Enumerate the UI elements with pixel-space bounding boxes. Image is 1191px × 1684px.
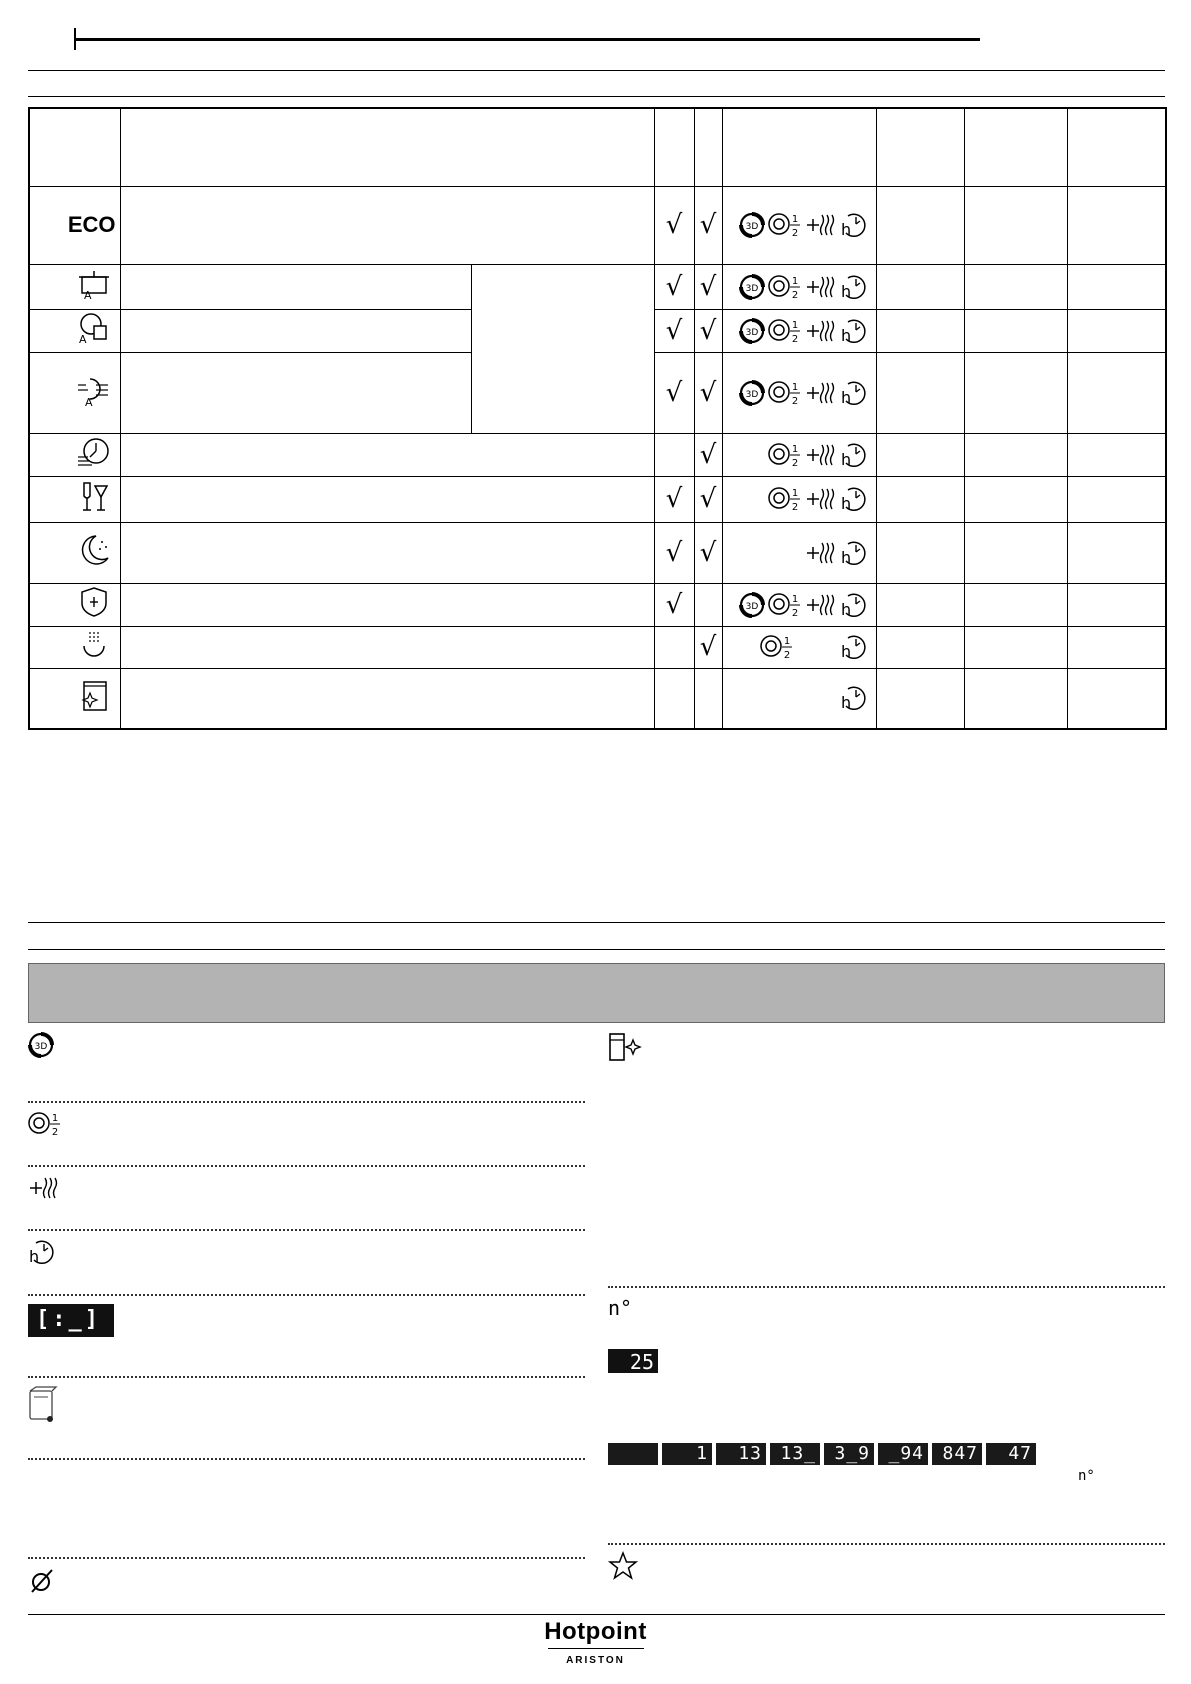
segment-text: 1 (696, 1443, 708, 1464)
check-mark: √ (694, 186, 722, 264)
separator (28, 1101, 585, 1103)
segment-box (878, 1443, 928, 1465)
pot-icon (76, 267, 112, 301)
separator (608, 1543, 1165, 1545)
options-cell (722, 264, 876, 309)
extra-dry-icon (805, 539, 837, 567)
check-mark: √ (694, 264, 722, 309)
half-load-icon (768, 441, 802, 469)
half-load-icon (760, 633, 794, 661)
auto-glass-icon (76, 311, 112, 345)
3d-icon (28, 1032, 56, 1060)
check-mark (654, 668, 694, 729)
options-cell (722, 668, 876, 729)
svg-text:A: A (83, 289, 92, 301)
segment-box (608, 1443, 658, 1465)
brand-logo: Hotpoint (544, 1618, 647, 1645)
half-load-icon (768, 591, 802, 619)
separator (28, 1229, 585, 1231)
extra-dry-icon (805, 485, 837, 513)
rinse-icon (76, 628, 112, 662)
footer-rule (28, 1614, 1165, 1615)
half-load-icon (768, 379, 802, 407)
top-rule-2 (28, 96, 1165, 97)
segment-box (662, 1443, 712, 1465)
delay-start-icon (840, 379, 870, 407)
extra-dry-icon (805, 211, 837, 239)
3d-icon (739, 592, 765, 618)
3d-icon (739, 274, 765, 300)
programme-table (28, 107, 1167, 730)
check-mark (654, 433, 694, 476)
segment-box (932, 1443, 982, 1465)
separator (28, 1376, 585, 1378)
separator (28, 1165, 585, 1167)
eco-label: ECO (29, 186, 120, 264)
check-mark: √ (694, 476, 722, 522)
mid-rule-1 (28, 922, 1165, 923)
segment-box (770, 1443, 820, 1465)
table-row (29, 668, 1166, 729)
dishwasher-salt-icon (28, 1385, 60, 1425)
check-mark: √ (654, 352, 694, 433)
delay-start-icon (840, 441, 870, 469)
table-row (29, 264, 1166, 309)
table-row (29, 476, 1166, 522)
top-rule-1 (28, 70, 1165, 71)
delay-start-icon (840, 684, 870, 712)
options-cell (722, 626, 876, 668)
section-header-band (28, 963, 1165, 1023)
segment-text: 13_ (780, 1443, 816, 1464)
table-row (29, 522, 1166, 583)
check-mark: √ (654, 522, 694, 583)
half-load-icon (768, 273, 802, 301)
header-row (29, 108, 1166, 186)
table-row (29, 186, 1166, 264)
extra-dry-icon (805, 273, 837, 301)
options-cell (722, 583, 876, 626)
small-code: n° (608, 1296, 633, 1320)
brand-sub: ARISTON (566, 1655, 625, 1666)
options-cell (722, 186, 876, 264)
table-row (29, 433, 1166, 476)
extra-dry-icon (28, 1174, 60, 1202)
delay-start-icon (28, 1238, 58, 1266)
segment-text: 47 (1008, 1443, 1032, 1464)
self-clean-icon (76, 678, 112, 714)
delay-start-icon (840, 539, 870, 567)
display-code-box (28, 1304, 114, 1337)
3d-icon (739, 318, 765, 344)
3d-icon (739, 212, 765, 238)
check-mark (694, 668, 722, 729)
delay-start-icon (840, 591, 870, 619)
mid-rule-2 (28, 949, 1165, 950)
segment-text: _94 (888, 1443, 924, 1464)
segment-text: 3_9 (834, 1443, 870, 1464)
spacer (797, 633, 837, 661)
check-mark: √ (694, 309, 722, 352)
extra-dry-icon (805, 591, 837, 619)
options-cell (722, 352, 876, 433)
options-cell (722, 309, 876, 352)
svg-text:A: A (78, 333, 87, 345)
half-load-icon (768, 211, 802, 239)
glasses-icon (76, 480, 112, 514)
delay-start-icon (840, 633, 870, 661)
cabinet-sparkle-icon (608, 1032, 644, 1062)
check-mark: √ (694, 433, 722, 476)
delay-start-icon (840, 485, 870, 513)
header-rule (74, 38, 980, 41)
display-value: 25 (629, 1350, 654, 1374)
check-mark (654, 626, 694, 668)
half-load-icon (768, 485, 802, 513)
check-mark: √ (694, 626, 722, 668)
extra-dry-icon (805, 441, 837, 469)
quick-clock-icon (76, 435, 112, 469)
separator (28, 1557, 585, 1559)
delay-start-icon (840, 317, 870, 345)
segment-text: 847 (942, 1443, 978, 1464)
table-row (29, 626, 1166, 668)
auto-steam-icon (76, 373, 112, 407)
half-load-icon (28, 1110, 62, 1138)
check-mark: √ (654, 583, 694, 626)
check-mark: √ (654, 186, 694, 264)
delay-start-icon (840, 211, 870, 239)
extra-dry-icon (805, 317, 837, 345)
shield-icon (76, 585, 112, 619)
moon-icon (76, 532, 112, 568)
svg-text:A: A (84, 396, 93, 407)
table-row (29, 583, 1166, 626)
check-mark: √ (654, 309, 694, 352)
display-value-box (608, 1349, 658, 1373)
segment-box (986, 1443, 1036, 1465)
display-code: [:_] (36, 1307, 101, 1332)
delay-start-icon (840, 273, 870, 301)
segment-text: 13 (738, 1443, 762, 1464)
half-load-icon (768, 317, 802, 345)
separator (28, 1458, 585, 1460)
separator (608, 1286, 1165, 1288)
separator (28, 1294, 585, 1296)
options-cell (722, 476, 876, 522)
extra-dry-icon (805, 379, 837, 407)
no-symbol-icon (28, 1566, 56, 1594)
check-mark (694, 583, 722, 626)
options-cell (722, 433, 876, 476)
check-mark: √ (654, 264, 694, 309)
options-cell (722, 522, 876, 583)
check-mark: √ (654, 476, 694, 522)
3d-icon (739, 380, 765, 406)
brand-underline (548, 1648, 644, 1649)
segment-box (824, 1443, 874, 1465)
check-mark: √ (694, 522, 722, 583)
check-mark: √ (694, 352, 722, 433)
segment-box (716, 1443, 766, 1465)
small-code-inline: n° (1078, 1468, 1095, 1484)
star-icon (608, 1551, 638, 1581)
